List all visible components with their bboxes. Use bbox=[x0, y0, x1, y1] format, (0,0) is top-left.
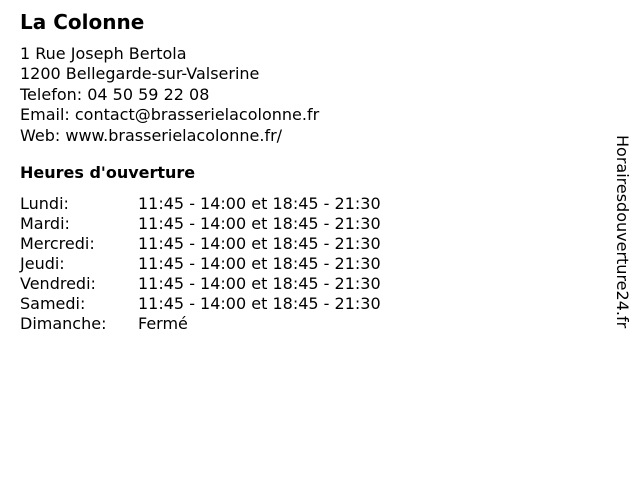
business-name: La Colonne bbox=[20, 10, 145, 34]
time-value: 11:45 - 14:00 et 18:45 - 21:30 bbox=[138, 214, 381, 233]
day-label: Mardi: bbox=[20, 214, 70, 233]
phone-number: Telefon: 04 50 59 22 08 bbox=[20, 84, 210, 104]
time-value: Fermé bbox=[138, 314, 188, 333]
day-label: Vendredi: bbox=[20, 274, 96, 293]
day-label: Samedi: bbox=[20, 294, 86, 313]
time-value: 11:45 - 14:00 et 18:45 - 21:30 bbox=[138, 234, 381, 253]
day-label: Dimanche: bbox=[20, 314, 107, 333]
time-value: 11:45 - 14:00 et 18:45 - 21:30 bbox=[138, 274, 381, 293]
contact-block bbox=[20, 44, 319, 146]
time-value: 11:45 - 14:00 et 18:45 - 21:30 bbox=[138, 254, 381, 273]
website: Web: www.brasserielacolonne.fr/ bbox=[20, 125, 283, 145]
site-watermark: Horairesdouverture24.fr bbox=[613, 135, 632, 329]
day-label: Mercredi: bbox=[20, 234, 95, 253]
city-address: 1200 Bellegarde-sur-Valserine bbox=[20, 64, 260, 84]
day-label: Jeudi: bbox=[20, 254, 65, 273]
hours-heading: Heures d'ouverture bbox=[20, 163, 196, 182]
email-address: Email: contact@brasserielacolonne.fr bbox=[20, 105, 320, 125]
street-address: 1 Rue Joseph Bertola bbox=[20, 44, 187, 63]
time-value: 11:45 - 14:00 et 18:45 - 21:30 bbox=[138, 194, 381, 213]
time-value: 11:45 - 14:00 et 18:45 - 21:30 bbox=[138, 294, 381, 313]
day-label: Lundi: bbox=[20, 194, 69, 213]
